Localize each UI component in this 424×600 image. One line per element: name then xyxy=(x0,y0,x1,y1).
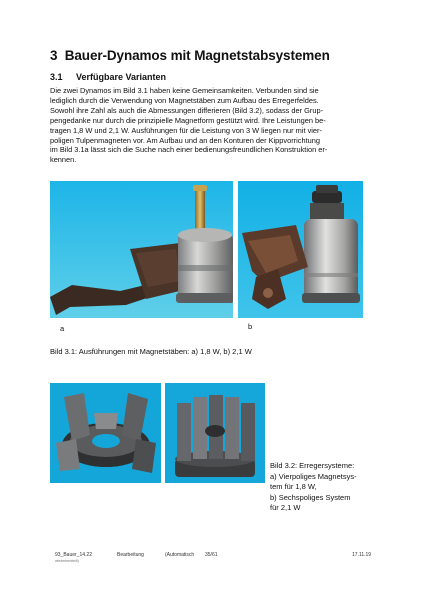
chapter-number: 3 xyxy=(50,48,58,63)
magnet-system-a-illustration xyxy=(50,383,161,483)
dynamo-b-illustration xyxy=(238,181,363,318)
figure-3-2-caption-line: für 2,1 W xyxy=(270,503,301,512)
footer-date: 17.11.19 xyxy=(352,552,372,558)
section-number: 3.1 xyxy=(50,72,63,82)
section-title: Verfügbare Varianten xyxy=(76,72,167,82)
chapter-heading xyxy=(50,48,330,63)
footer-mode: (Automatisch xyxy=(165,552,195,558)
paragraph-line: kennen. xyxy=(50,155,77,165)
photo-magnet-system-b xyxy=(165,383,265,483)
figure-3-2-caption-line: Bild 3.2: Erregersysteme: xyxy=(270,461,355,470)
figure-3-1-label-b: b xyxy=(248,322,253,331)
body-paragraph xyxy=(50,86,372,165)
figure-3-2-caption-line: a) Vierpoliges Magnetsys- xyxy=(270,471,357,481)
photo-dynamo-a xyxy=(50,181,233,318)
paragraph-line: Die zwei Dynamos im Bild 3.1 haben keine Gemeinsamkeiten. Verbunden sind sie xyxy=(50,86,319,95)
section-heading xyxy=(50,72,166,82)
paragraph-line: lediglich durch die Verwendung von Magnetstäben zum Aufbau des Erregerfeldes. xyxy=(50,95,319,105)
footer-page-number: 35/61 xyxy=(205,552,218,558)
chapter-title: Bauer-Dynamos mit Magnetstabsystemen xyxy=(64,48,330,63)
figure-3-1-caption: Bild 3.1: Ausführungen mit Magnetstäben: a) 1,8 W, b) 2,1 W xyxy=(50,347,252,356)
footer-filename: 93_Bauer_14.22 xyxy=(55,552,92,558)
paragraph-line: pengedanke nur durch die prinzipielle Magnetform gestützt wird. Ihre Leistungen be- xyxy=(50,115,326,125)
figure-3-2-caption-line: tem für 1,8 W, xyxy=(270,482,317,491)
footer-status: Bearbeitung xyxy=(117,552,144,558)
magnet-system-b-illustration xyxy=(165,383,265,483)
paragraph-line: poligen Tulpenmagneten vor. Am Aufbau und an den Konturen der Kippvorrichtung xyxy=(50,135,320,145)
photo-dynamo-b xyxy=(238,181,363,318)
paragraph-line: Sowohl ihre Zahl als auch die Abmessungen differieren (Bild 3.2), sodass der Grup- xyxy=(50,105,324,115)
paragraph-line: im Bild 3.1a lässt sich die Suche nach einer bedienungsfreundlichen Konstruktion er- xyxy=(50,145,328,155)
figure-3-2-caption xyxy=(270,461,390,514)
footer-subline: wiederherstellt) xyxy=(55,559,79,563)
dynamo-a-illustration xyxy=(50,181,233,318)
paragraph-line: tragen 1,8 W und 2,1 W. Ausführungen für die Leistung von 3 W liegen nur mit vier- xyxy=(50,125,322,135)
figure-3-1-label-a: a xyxy=(60,324,65,333)
photo-magnet-system-a xyxy=(50,383,161,483)
figure-3-2-caption-line: b) Sechspoliges System xyxy=(270,492,351,502)
